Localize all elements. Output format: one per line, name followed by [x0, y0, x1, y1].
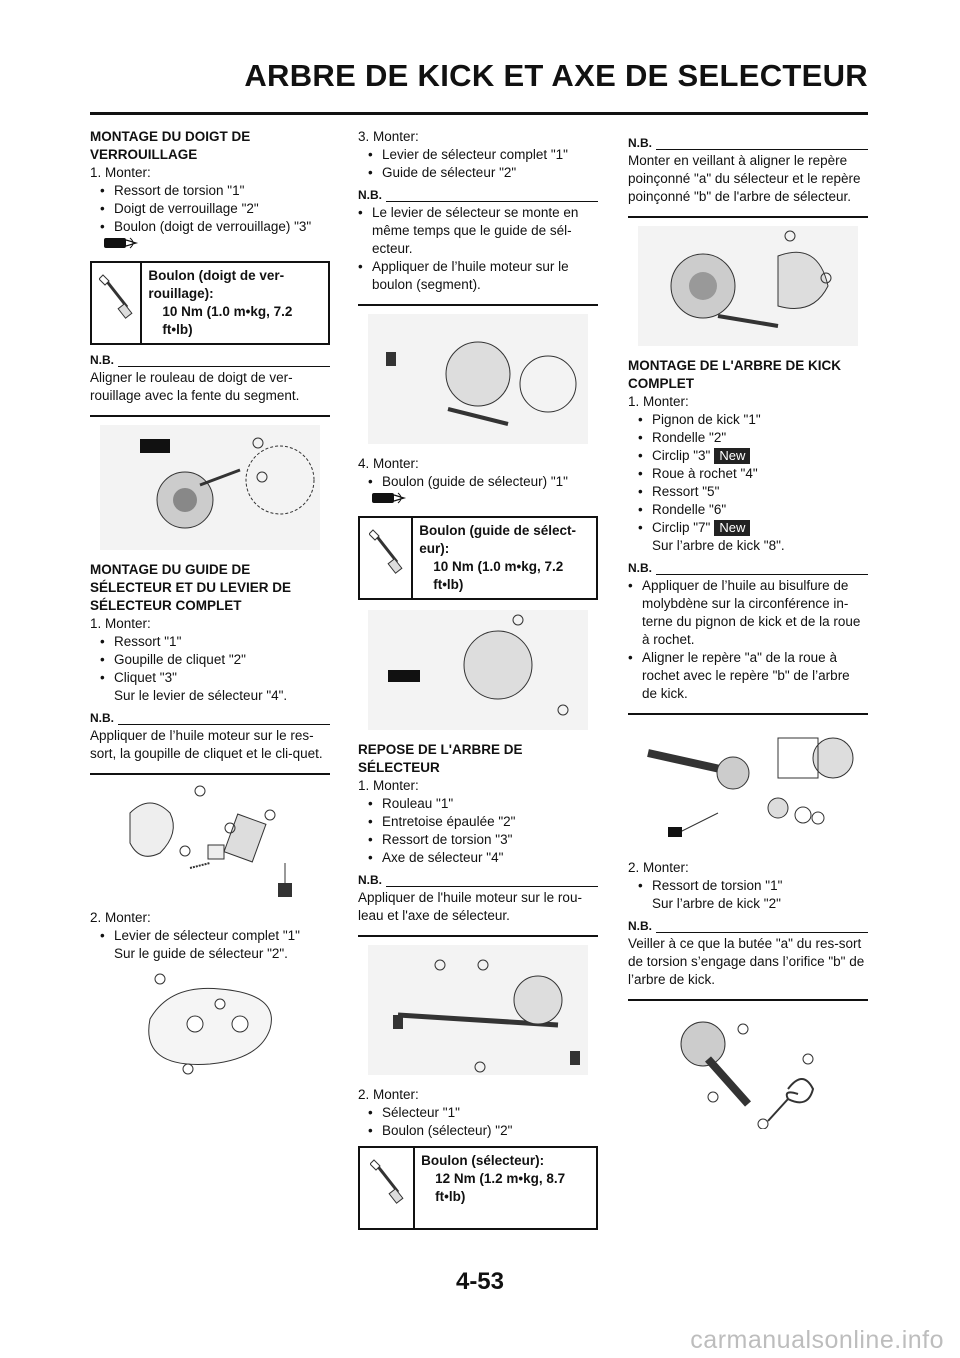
wrench-icon: [360, 1148, 415, 1228]
section-title-shift-guide: MONTAGE DU GUIDE DE SÉLECTEUR ET DU LEVIER DE SÉLECTEUR COMPLET: [90, 562, 292, 613]
note-item: • Le levier de sélecteur se monte en même temps que le guide de sél-ecteur.: [358, 204, 598, 258]
shift-lever-illustration: [90, 969, 330, 1079]
note-text: Veiller à ce que la butée "a" du res-sort de torsion s’engage dans l’orifice "b" de l’arbre de kick.: [628, 935, 868, 1001]
list-item: [638, 519, 868, 537]
note-label: N.B.: [358, 873, 382, 887]
note-block: [628, 921, 868, 1001]
note-label: N.B.: [90, 711, 114, 725]
list-item: • Ressort de torsion "3": [368, 831, 598, 849]
wrench-icon: [360, 518, 413, 598]
shift-guide-illustration: [358, 314, 598, 449]
step-text: 2. Monter:: [90, 910, 151, 925]
note-label: N.B.: [358, 188, 382, 202]
list-item: • Ressort "5": [638, 483, 868, 501]
note-block: [90, 713, 330, 775]
wrench-icon: [92, 263, 142, 343]
list-subtext: Sur le levier de sélecteur "4".: [114, 688, 288, 703]
header-rule: [90, 112, 868, 115]
torque-box: [358, 1146, 598, 1230]
section-title-kick-shaft: MONTAGE DE L'ARBRE DE KICK COMPLET: [628, 358, 841, 391]
list-item: • Pignon de kick "1": [638, 411, 868, 429]
list-item: • Cliquet "3": [100, 669, 330, 687]
note-block: [628, 563, 868, 715]
torque-label: Boulon (sélecteur):: [421, 1153, 545, 1168]
list-item: • Ressort de torsion "1": [100, 182, 330, 200]
list-item-label: Circlip "7": [652, 520, 711, 535]
note-label: N.B.: [628, 561, 652, 575]
list-item: [638, 447, 868, 465]
torque-box: [358, 516, 598, 600]
list-item: • Rondelle "6": [638, 501, 868, 519]
selector-alignment-illustration: [628, 226, 868, 351]
list-item: • Rouleau "1": [368, 795, 598, 813]
torque-box: [90, 261, 330, 345]
list-item: • Entretoise épaulée "2": [368, 813, 598, 831]
page-title: ARBRE DE KICK ET AXE DE SELECTEUR: [244, 58, 868, 93]
kick-shaft-exploded-illustration: [628, 723, 868, 853]
step-text: 2. Monter:: [628, 860, 689, 875]
note-text: Aligner le rouleau de doigt de ver-rouillage avec la fente du segment.: [90, 369, 330, 417]
list-item: • Rondelle "2": [638, 429, 868, 447]
section-title-lock-finger: MONTAGE DU DOIGT DE VERROUILLAGE: [90, 129, 251, 162]
torque-value: 10 Nm (1.0 m•kg, 7.2 ft•lb): [162, 304, 293, 337]
step-text: 1. Monter:: [358, 778, 419, 793]
step-text: 1. Monter:: [90, 165, 151, 180]
torque-value: 12 Nm (1.2 m•kg, 8.7 ft•lb): [435, 1171, 566, 1204]
note-block: [628, 138, 868, 218]
note-label: N.B.: [90, 353, 114, 367]
note-text: Monter en veillant à aligner le repère poinçonné "a" du sélecteur et le repère poinçonné "b" de l'arbre de sélecteur.: [628, 152, 868, 218]
step-text: 4. Monter:: [358, 456, 419, 471]
list-item: • Ressort de torsion "1": [638, 877, 868, 895]
ratchet-illustration: [90, 783, 330, 903]
list-subtext: Sur l’arbre de kick "8".: [652, 538, 785, 553]
list-item: • Levier de sélecteur complet "1": [368, 146, 598, 164]
list-item-label: Circlip "3": [652, 448, 711, 463]
torque-label: Boulon (guide de sélect-eur):: [419, 523, 576, 556]
list-subtext: Sur l’arbre de kick "2": [652, 896, 781, 911]
list-subtext: Sur le guide de sélecteur "2".: [114, 946, 288, 961]
lock-finger-illustration: [90, 425, 330, 555]
torque-label: Boulon (doigt de ver-rouillage):: [148, 268, 285, 301]
list-item: • Axe de sélecteur "4": [368, 849, 598, 867]
column-3: [628, 128, 868, 1135]
step-text: 2. Monter:: [358, 1087, 419, 1102]
shift-shaft-illustration: [358, 945, 598, 1080]
step-text: 1. Monter:: [90, 616, 151, 631]
column-1: [90, 128, 330, 1085]
threadlock-icon: [102, 236, 142, 255]
list-item: • Sélecteur "1": [368, 1104, 598, 1122]
list-item: • Goupille de cliquet "2": [100, 651, 330, 669]
guide-bolt-illustration: [358, 610, 598, 735]
list-item: • Guide de sélecteur "2": [368, 164, 598, 182]
note-block: [358, 190, 598, 306]
step-text: 1. Monter:: [628, 394, 689, 409]
watermark: carmanualsonline.info: [690, 1326, 944, 1354]
note-label: N.B.: [628, 136, 652, 150]
column-2: [358, 128, 598, 1240]
note-text: Appliquer de l'huile moteur sur le rou-leau et l'axe de sélecteur.: [358, 889, 598, 937]
torque-value: 10 Nm (1.0 m•kg, 7.2 ft•lb): [433, 559, 564, 592]
note-text: Appliquer de l’huile moteur sur le res-sort, la goupille de cliquet et le cli-quet.: [90, 727, 330, 775]
note-item: • Appliquer de l’huile moteur sur le boulon (segment).: [358, 258, 598, 294]
list-item: • Roue à rochet "4": [638, 465, 868, 483]
note-block: [90, 355, 330, 417]
torsion-spring-illustration: [628, 1009, 868, 1129]
page-header: [0, 0, 960, 110]
step-text: 3. Monter:: [358, 129, 419, 144]
note-item: • Aligner le repère "a" de la roue à rochet avec le repère "b" de l’arbre de kick.: [628, 649, 868, 703]
new-badge: New: [714, 520, 750, 536]
note-item: • Appliquer de l’huile au bisulfure de molybdène sur la circonférence in-terne du pignon de kick et de la roue à rochet.: [628, 577, 868, 649]
new-badge: New: [714, 448, 750, 464]
list-item: • Doigt de verrouillage "2": [100, 200, 330, 218]
list-item: • Boulon (sélecteur) "2": [368, 1122, 598, 1140]
page-number: 4-53: [455, 1268, 505, 1295]
note-label: N.B.: [628, 919, 652, 933]
threadlock-icon: [370, 491, 410, 510]
list-item: • Boulon (doigt de verrouillage) "3": [100, 218, 330, 236]
list-item: • Boulon (guide de sélecteur) "1": [368, 473, 598, 491]
list-item: • Levier de sélecteur complet "1": [100, 927, 330, 945]
note-block: [358, 875, 598, 937]
list-item: • Ressort "1": [100, 633, 330, 651]
section-title-shift-shaft: REPOSE DE L'ARBRE DE SÉLECTEUR: [358, 742, 523, 775]
